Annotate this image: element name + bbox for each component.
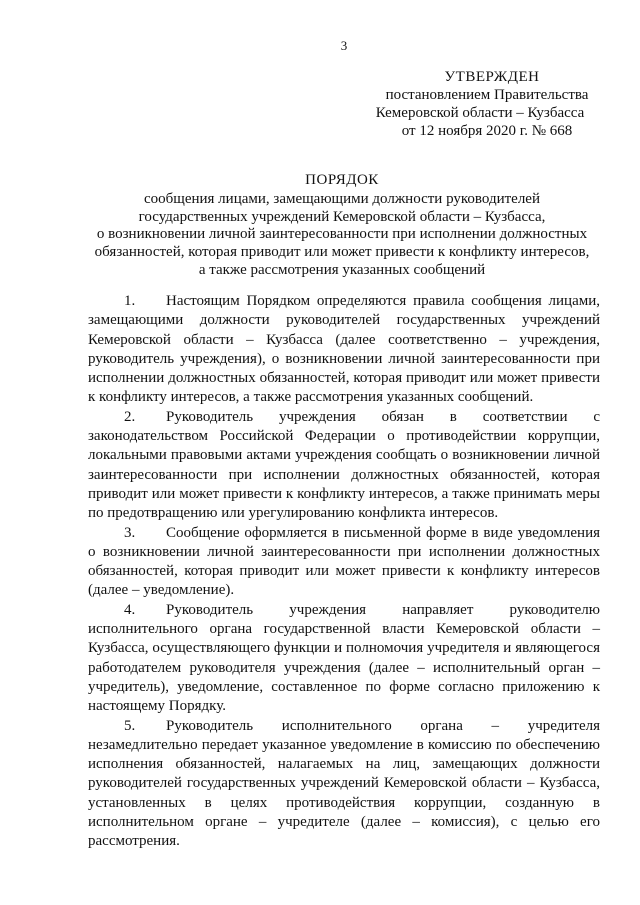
paragraph-number: 1. bbox=[124, 293, 136, 309]
page-number: 3 bbox=[340, 38, 348, 53]
paragraph bbox=[88, 408, 600, 524]
subtitle-line: сообщения лицами, замещающими должности руководителей bbox=[143, 190, 540, 207]
subtitle-line: обязанностей, которая приводит или может привести к конфликту интересов, bbox=[94, 244, 590, 261]
subtitle-line: государственных учреждений Кемеровской области – Кузбасса, bbox=[138, 208, 546, 225]
approval-title: УТВЕРЖДЕН bbox=[444, 69, 540, 85]
subtitle-line: о возникновении личной заинтересованности при исполнении должностных bbox=[96, 226, 588, 243]
approval-line-1: постановлением Правительства bbox=[385, 87, 589, 103]
paragraph-text: Сообщение оформляется в письменной форме в виде уведомления о возникновении личной заинтересованности при исполнении должностных обязанностей, которая приводит или может привести к конфликту интересов (далее – уведомление). bbox=[88, 524, 600, 599]
paragraph bbox=[88, 524, 600, 601]
paragraph-text: Настоящим Порядком определяются правила сообщения лицами, замещающими должности руководителей государственных учреждений Кемеровской области – Кузбасса (далее соответственно – учреждения, руководитель учреждения), о возникновении личной заинтересованности при исполнении должностных обязанностей, которая приводит или может привести к конфликту интересов, а также рассмотрения указанных сообщений. bbox=[88, 293, 600, 406]
paragraph bbox=[88, 292, 600, 408]
document-body bbox=[88, 292, 600, 852]
document-heading bbox=[72, 172, 612, 280]
paragraph-text: Руководитель учреждения обязан в соответствии с законодательством Российской Федерации о противодействии коррупции, локальными правовыми актами учреждения сообщать о возникновении личной заинтересованности при исполнении должностных обязанностей, которая приводит или может привести к конфликту интересов, а также принимать меры по предотвращению или урегулированию конфликта интересов. bbox=[88, 408, 600, 522]
document-title: ПОРЯДОК bbox=[305, 172, 379, 188]
approval-stamp bbox=[360, 68, 600, 140]
paragraph-number: 2. bbox=[124, 408, 136, 425]
paragraph-number: 5. bbox=[124, 717, 136, 734]
paragraph-number: 4. bbox=[124, 601, 136, 618]
paragraph-text: Руководитель учреждения направляет руководителю исполнительного органа государственной власти Кемеровской области – Кузбасса, осуществляющего функции и полномочия учредителя и являющегося работодателем руководителя учреждения (далее – исполнительный орган – учредитель), уведомление, составленное по форме согласно приложению к настоящему Порядку. bbox=[88, 601, 600, 715]
paragraph bbox=[88, 717, 600, 852]
paragraph bbox=[88, 601, 600, 717]
paragraph-text: Руководитель исполнительного органа – учредителя незамедлительно передает указанное уведомление в комиссию по обеспечению исполнения обязанностей, налагаемых на лиц, замещающих должности руководителей государственных учреждений Кемеровской области – Кузбасса, установленных в целях противодействия коррупции, созданную в исполнительном органе – учредителе (далее – комиссия), с целью его рассмотрения. bbox=[88, 717, 600, 850]
approval-line-2: Кемеровской области – Кузбасса bbox=[375, 105, 585, 121]
subtitle-line: а также рассмотрения указанных сообщений bbox=[198, 261, 486, 278]
paragraph-number: 3. bbox=[124, 524, 136, 541]
approval-line-3: от 12 ноября 2020 г. № 668 bbox=[401, 123, 573, 139]
